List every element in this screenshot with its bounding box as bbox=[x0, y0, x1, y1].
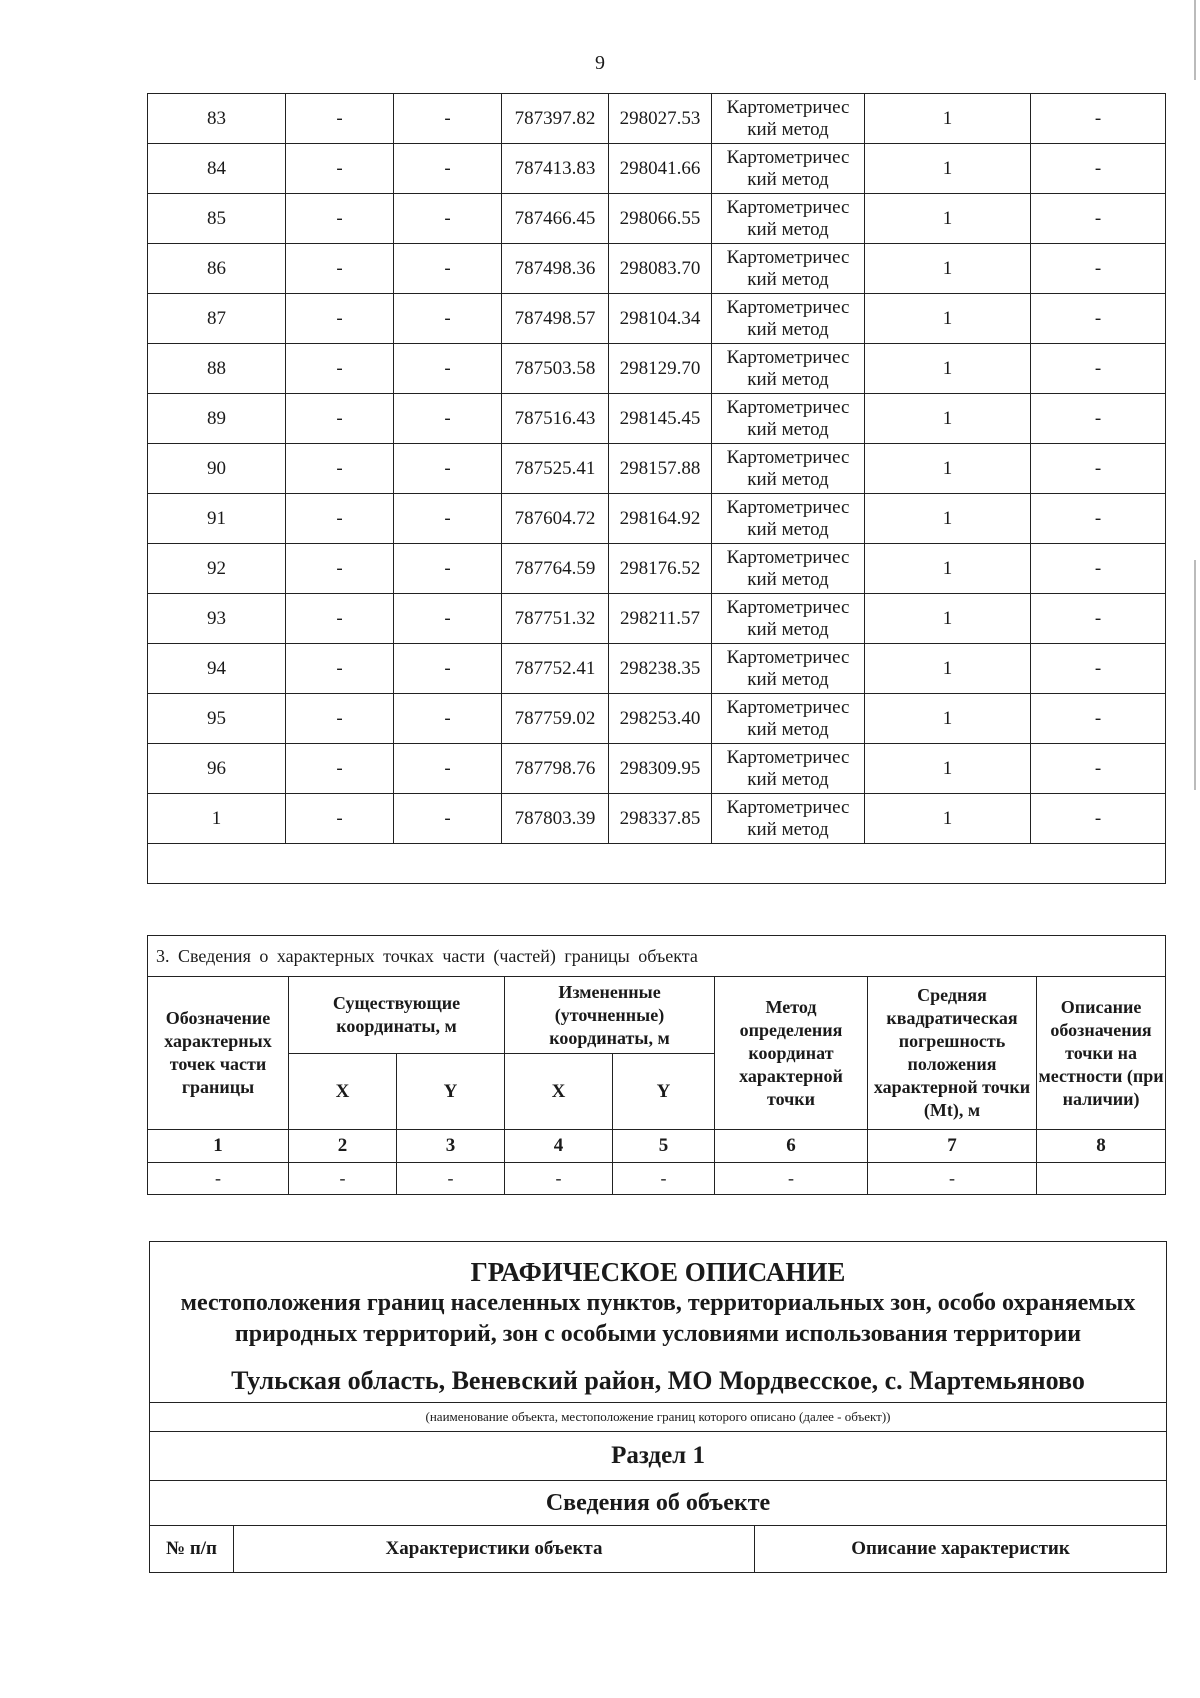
description-cell: - bbox=[1031, 144, 1166, 194]
empty-value-cell: - bbox=[289, 1163, 397, 1195]
existing-x: - bbox=[286, 94, 394, 144]
description-cell: - bbox=[1031, 294, 1166, 344]
method-line-1: Картометричес bbox=[726, 746, 850, 768]
coord-y: 298211.57 bbox=[609, 594, 712, 644]
point-number: 91 bbox=[148, 494, 286, 544]
coordinate-table bbox=[147, 93, 1166, 884]
method-line-1: Картометричес bbox=[726, 146, 850, 168]
existing-x: - bbox=[286, 744, 394, 794]
point-number: 86 bbox=[148, 244, 286, 294]
existing-x: - bbox=[286, 344, 394, 394]
method-line-1: Картометричес bbox=[726, 546, 850, 568]
column-number: 7 bbox=[868, 1130, 1037, 1163]
section-heading: Сведения об объекте bbox=[150, 1481, 1167, 1526]
coord-x: 787759.02 bbox=[502, 694, 609, 744]
existing-y: - bbox=[394, 344, 502, 394]
method-cell bbox=[712, 394, 865, 444]
point-number: 83 bbox=[148, 94, 286, 144]
coord-y: 298309.95 bbox=[609, 744, 712, 794]
column-number: 4 bbox=[505, 1130, 613, 1163]
error-cell: 1 bbox=[865, 194, 1031, 244]
method-line-2: кий метод bbox=[747, 368, 829, 390]
table-row bbox=[148, 494, 1166, 544]
method-line-1: Картометричес bbox=[726, 196, 850, 218]
coord-y: 298337.85 bbox=[609, 794, 712, 844]
empty-value-cell: - bbox=[397, 1163, 505, 1195]
header-changed-coords: Измененные (уточненные) координаты, м bbox=[505, 977, 715, 1054]
method-cell bbox=[712, 544, 865, 594]
coord-x: 787525.41 bbox=[502, 444, 609, 494]
point-number: 87 bbox=[148, 294, 286, 344]
error-cell: 1 bbox=[865, 744, 1031, 794]
existing-y: - bbox=[394, 394, 502, 444]
method-line-1: Картометричес bbox=[726, 296, 850, 318]
method-cell bbox=[712, 644, 865, 694]
method-line-2: кий метод bbox=[747, 418, 829, 440]
table-row bbox=[148, 244, 1166, 294]
method-line-1: Картометричес bbox=[726, 346, 850, 368]
point-number: 89 bbox=[148, 394, 286, 444]
existing-y: - bbox=[394, 694, 502, 744]
header-description: Описание обозначения точки на местности (при наличии) bbox=[1037, 977, 1166, 1130]
table-row bbox=[148, 94, 1166, 144]
coord-y: 298027.53 bbox=[609, 94, 712, 144]
empty-data-row bbox=[148, 1163, 1166, 1195]
method-line-2: кий метод bbox=[747, 718, 829, 740]
empty-value-cell: - bbox=[148, 1163, 289, 1195]
point-number: 88 bbox=[148, 344, 286, 394]
coord-x: 787516.43 bbox=[502, 394, 609, 444]
method-cell bbox=[712, 144, 865, 194]
section3-title: 3. Сведения о характерных точках части (частей) границы объекта bbox=[148, 936, 1166, 977]
header-x-existing: X bbox=[289, 1054, 397, 1130]
header-y-changed: Y bbox=[613, 1054, 715, 1130]
existing-x: - bbox=[286, 494, 394, 544]
table-row bbox=[148, 194, 1166, 244]
column-number: 2 bbox=[289, 1130, 397, 1163]
method-line-2: кий метод bbox=[747, 818, 829, 840]
scan-edge-mark bbox=[1194, 0, 1196, 80]
existing-y: - bbox=[394, 794, 502, 844]
existing-x: - bbox=[286, 144, 394, 194]
existing-y: - bbox=[394, 544, 502, 594]
empty-value-cell: - bbox=[505, 1163, 613, 1195]
method-line-1: Картометричес bbox=[726, 96, 850, 118]
method-line-1: Картометричес bbox=[726, 646, 850, 668]
empty-value-cell: - bbox=[715, 1163, 868, 1195]
coord-x: 787498.36 bbox=[502, 244, 609, 294]
error-cell: 1 bbox=[865, 344, 1031, 394]
point-number: 95 bbox=[148, 694, 286, 744]
column-number: 6 bbox=[715, 1130, 868, 1163]
coord-x: 787604.72 bbox=[502, 494, 609, 544]
empty-value-cell: - bbox=[868, 1163, 1037, 1195]
method-cell bbox=[712, 744, 865, 794]
error-cell: 1 bbox=[865, 644, 1031, 694]
empty-value-cell: - bbox=[613, 1163, 715, 1195]
table-row bbox=[148, 644, 1166, 694]
point-number: 93 bbox=[148, 594, 286, 644]
existing-y: - bbox=[394, 94, 502, 144]
description-cell: - bbox=[1031, 244, 1166, 294]
point-number: 84 bbox=[148, 144, 286, 194]
table-row bbox=[148, 144, 1166, 194]
method-line-1: Картометричес bbox=[726, 396, 850, 418]
coord-x: 787413.83 bbox=[502, 144, 609, 194]
table-row bbox=[148, 294, 1166, 344]
existing-x: - bbox=[286, 244, 394, 294]
empty-footer-row bbox=[148, 844, 1166, 884]
description-cell: - bbox=[1031, 544, 1166, 594]
graphic-description-block bbox=[149, 1241, 1167, 1573]
description-cell: - bbox=[1031, 494, 1166, 544]
point-number: 92 bbox=[148, 544, 286, 594]
method-cell bbox=[712, 694, 865, 744]
header-y-existing: Y bbox=[397, 1054, 505, 1130]
method-line-1: Картометричес bbox=[726, 796, 850, 818]
column-number: 5 bbox=[613, 1130, 715, 1163]
coord-y: 298157.88 bbox=[609, 444, 712, 494]
coord-y: 298145.45 bbox=[609, 394, 712, 444]
object-location: Тульская область, Веневский район, МО Мордвесское, с. Мартемьяново bbox=[231, 1366, 1085, 1395]
existing-x: - bbox=[286, 444, 394, 494]
column-characteristics: Характеристики объекта bbox=[234, 1526, 755, 1573]
coord-x: 787466.45 bbox=[502, 194, 609, 244]
method-line-2: кий метод bbox=[747, 668, 829, 690]
column-description: Описание характеристик bbox=[755, 1526, 1167, 1573]
description-cell: - bbox=[1031, 694, 1166, 744]
header-existing-coords: Существующие координаты, м bbox=[289, 977, 505, 1054]
point-number: 94 bbox=[148, 644, 286, 694]
coord-x: 787803.39 bbox=[502, 794, 609, 844]
coord-x: 787503.58 bbox=[502, 344, 609, 394]
section3-table bbox=[147, 935, 1166, 1195]
coord-y: 298176.52 bbox=[609, 544, 712, 594]
coord-y: 298041.66 bbox=[609, 144, 712, 194]
description-cell: - bbox=[1031, 394, 1166, 444]
column-number: 3 bbox=[397, 1130, 505, 1163]
graphic-description-title: ГРАФИЧЕСКОЕ ОПИСАНИЕ bbox=[470, 1257, 846, 1287]
method-cell bbox=[712, 294, 865, 344]
column-number: 1 bbox=[148, 1130, 289, 1163]
page-number: 9 bbox=[595, 52, 605, 74]
existing-x: - bbox=[286, 694, 394, 744]
existing-y: - bbox=[394, 594, 502, 644]
error-cell: 1 bbox=[865, 94, 1031, 144]
point-number: 90 bbox=[148, 444, 286, 494]
table-row bbox=[148, 794, 1166, 844]
coord-x: 787498.57 bbox=[502, 294, 609, 344]
existing-y: - bbox=[394, 494, 502, 544]
column-num: № п/п bbox=[150, 1526, 234, 1573]
existing-x: - bbox=[286, 544, 394, 594]
method-cell bbox=[712, 594, 865, 644]
method-cell bbox=[712, 444, 865, 494]
description-cell: - bbox=[1031, 194, 1166, 244]
existing-x: - bbox=[286, 644, 394, 694]
existing-x: - bbox=[286, 294, 394, 344]
existing-y: - bbox=[394, 644, 502, 694]
method-line-1: Картометричес bbox=[726, 246, 850, 268]
table-row bbox=[148, 344, 1166, 394]
coord-y: 298238.35 bbox=[609, 644, 712, 694]
coord-y: 298129.70 bbox=[609, 344, 712, 394]
error-cell: 1 bbox=[865, 394, 1031, 444]
method-line-1: Картометричес bbox=[726, 496, 850, 518]
method-line-2: кий метод bbox=[747, 568, 829, 590]
method-line-2: кий метод bbox=[747, 518, 829, 540]
section-label: Раздел 1 bbox=[150, 1432, 1167, 1481]
existing-x: - bbox=[286, 794, 394, 844]
scan-edge-mark bbox=[1194, 560, 1196, 790]
existing-y: - bbox=[394, 444, 502, 494]
table-row bbox=[148, 544, 1166, 594]
header-error: Средняя квадратическая погрешность положения характерной точки (Mt), м bbox=[868, 977, 1037, 1130]
method-line-2: кий метод bbox=[747, 268, 829, 290]
coord-x: 787752.41 bbox=[502, 644, 609, 694]
method-cell bbox=[712, 494, 865, 544]
description-cell: - bbox=[1031, 794, 1166, 844]
coord-y: 298253.40 bbox=[609, 694, 712, 744]
method-line-1: Картометричес bbox=[726, 596, 850, 618]
point-number: 1 bbox=[148, 794, 286, 844]
table-row bbox=[148, 694, 1166, 744]
coord-x: 787751.32 bbox=[502, 594, 609, 644]
table-row bbox=[148, 594, 1166, 644]
point-number: 96 bbox=[148, 744, 286, 794]
existing-y: - bbox=[394, 194, 502, 244]
table-row bbox=[148, 744, 1166, 794]
error-cell: 1 bbox=[865, 444, 1031, 494]
description-cell: - bbox=[1031, 444, 1166, 494]
location-caption: (наименование объекта, местоположение границ которого описано (далее - объект)) bbox=[150, 1403, 1167, 1432]
coord-y: 298104.34 bbox=[609, 294, 712, 344]
empty-cell bbox=[148, 844, 1166, 884]
method-cell bbox=[712, 794, 865, 844]
coord-x: 787798.76 bbox=[502, 744, 609, 794]
method-line-2: кий метод bbox=[747, 618, 829, 640]
existing-y: - bbox=[394, 294, 502, 344]
coord-x: 787764.59 bbox=[502, 544, 609, 594]
coord-y: 298164.92 bbox=[609, 494, 712, 544]
method-line-2: кий метод bbox=[747, 318, 829, 340]
method-cell bbox=[712, 94, 865, 144]
method-line-1: Картометричес bbox=[726, 446, 850, 468]
column-number-row bbox=[148, 1130, 1166, 1163]
error-cell: 1 bbox=[865, 544, 1031, 594]
existing-y: - bbox=[394, 144, 502, 194]
existing-y: - bbox=[394, 744, 502, 794]
error-cell: 1 bbox=[865, 244, 1031, 294]
method-cell bbox=[712, 344, 865, 394]
error-cell: 1 bbox=[865, 594, 1031, 644]
description-cell: - bbox=[1031, 594, 1166, 644]
table-row bbox=[148, 394, 1166, 444]
method-line-2: кий метод bbox=[747, 118, 829, 140]
column-number: 8 bbox=[1037, 1130, 1166, 1163]
method-line-2: кий метод bbox=[747, 168, 829, 190]
coord-x: 787397.82 bbox=[502, 94, 609, 144]
header-x-changed: X bbox=[505, 1054, 613, 1130]
description-cell: - bbox=[1031, 744, 1166, 794]
table-row bbox=[148, 444, 1166, 494]
existing-y: - bbox=[394, 244, 502, 294]
header-designation: Обозначение характерных точек части границы bbox=[148, 977, 289, 1130]
method-line-2: кий метод bbox=[747, 768, 829, 790]
description-cell: - bbox=[1031, 644, 1166, 694]
existing-x: - bbox=[286, 194, 394, 244]
graphic-description-subtitle: местоположения границ населенных пунктов, территориальных зон, особо охраняемых природных территорий, зон с особыми условиями использования территории bbox=[180, 1290, 1136, 1347]
error-cell: 1 bbox=[865, 794, 1031, 844]
existing-x: - bbox=[286, 594, 394, 644]
header-method: Метод определения координат характерной точки bbox=[715, 977, 868, 1130]
error-cell: 1 bbox=[865, 144, 1031, 194]
point-number: 85 bbox=[148, 194, 286, 244]
method-line-2: кий метод bbox=[747, 468, 829, 490]
coord-y: 298083.70 bbox=[609, 244, 712, 294]
method-line-2: кий метод bbox=[747, 218, 829, 240]
error-cell: 1 bbox=[865, 494, 1031, 544]
existing-x: - bbox=[286, 394, 394, 444]
empty-value-cell bbox=[1037, 1163, 1166, 1195]
description-cell: - bbox=[1031, 344, 1166, 394]
method-cell bbox=[712, 194, 865, 244]
error-cell: 1 bbox=[865, 694, 1031, 744]
method-cell bbox=[712, 244, 865, 294]
description-cell: - bbox=[1031, 94, 1166, 144]
error-cell: 1 bbox=[865, 294, 1031, 344]
coord-y: 298066.55 bbox=[609, 194, 712, 244]
method-line-1: Картометричес bbox=[726, 696, 850, 718]
